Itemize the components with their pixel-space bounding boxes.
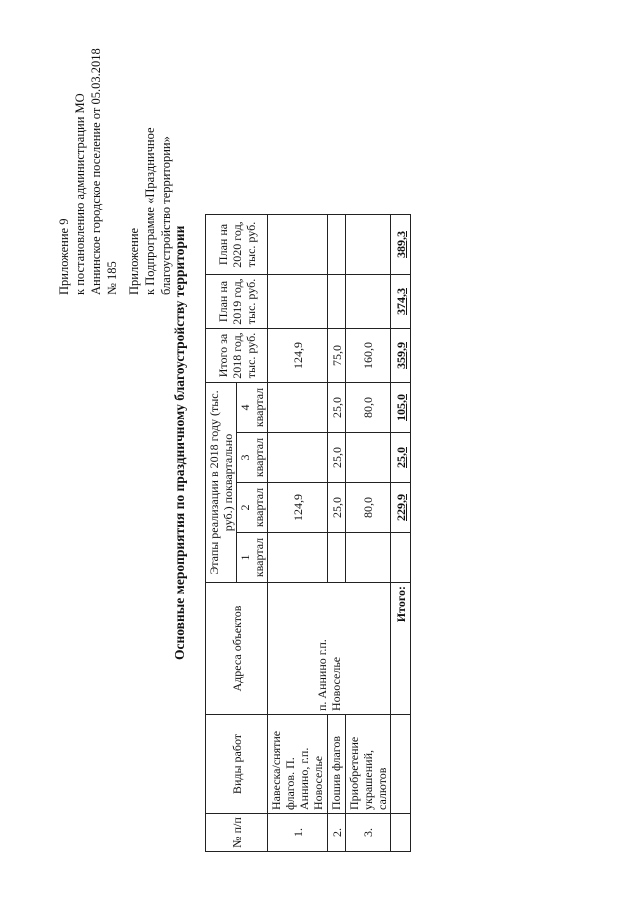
col-plan2019-header: План на 2019 год, тыс. руб.: [206, 275, 268, 329]
table-row: [346, 215, 391, 852]
document-page: [50, 0, 480, 880]
program-line: к Подпрограмме «Праздничное: [143, 127, 157, 295]
total-q4: 105,0: [391, 383, 411, 433]
cell-work: Приобретение украшений, салютов: [346, 715, 391, 814]
cell-address: п. Аннино г.п. Новоселье: [268, 583, 391, 715]
cell-total: 160,0: [346, 329, 391, 383]
cell-q4: 80,0: [346, 383, 391, 433]
cell-q2: 80,0: [346, 483, 391, 533]
table-header-row: [206, 215, 237, 852]
total-plan2020: 389,3: [391, 215, 411, 275]
col-q1-header: 1 квартал: [237, 533, 268, 583]
col-stages-header: Этапы реализации в 2018 году (тыс. руб.) поквартально: [206, 383, 237, 583]
cell-work: Навеска/снятие флагов. П. Аннино, г.п. Новоселье: [268, 715, 328, 814]
cell-q1: [346, 533, 391, 583]
cell-q2: 124,9: [268, 483, 328, 533]
cell-plan2020: [268, 215, 328, 275]
col-plan2020-header: План на 2020 год, тыс. руб.: [206, 215, 268, 275]
col-num-header: № п/п: [206, 814, 268, 852]
cell-empty: [391, 715, 411, 814]
cell-q3: 25,0: [328, 433, 346, 483]
cell-total: 124,9: [268, 329, 328, 383]
total-plan2019: 374,3: [391, 275, 411, 329]
cell-plan2020: [328, 215, 346, 275]
table-total-row: [391, 215, 411, 852]
total-2018: 359,9: [391, 329, 411, 383]
cell-num: 2.: [328, 814, 346, 852]
appendix-line: № 185: [105, 261, 119, 295]
table-row: [268, 215, 328, 852]
col-work-header: Виды работ: [206, 715, 268, 814]
page-title: Основные мероприятия по праздничному благоустройству территории: [172, 225, 187, 660]
cell-total: 75,0: [328, 329, 346, 383]
cell-q3: [268, 433, 328, 483]
cell-num: 1.: [268, 814, 328, 852]
cell-q3: [346, 433, 391, 483]
cell-q1: [268, 533, 328, 583]
col-q4-header: 4 квартал: [237, 383, 268, 433]
cell-work: Пошив флагов: [328, 715, 346, 814]
program-line: благоустройство территории»: [159, 136, 173, 295]
cell-empty: [391, 814, 411, 852]
col-q3-header: 3 квартал: [237, 433, 268, 483]
appendix-line: Аннинское городское поселение от 05.03.2018: [89, 48, 103, 295]
total-q3: 25,0: [391, 433, 411, 483]
cell-q2: 25,0: [328, 483, 346, 533]
appendix-line: к постановлению администрации МО: [73, 93, 87, 295]
cell-plan2019: [268, 275, 328, 329]
cell-q4: [268, 383, 328, 433]
total-q1: [391, 533, 411, 583]
cell-plan2020: [346, 215, 391, 275]
col-address-header: Адреса объектов: [206, 583, 268, 715]
cell-q1: [328, 533, 346, 583]
appendix-header: [56, 48, 120, 295]
cell-plan2019: [346, 275, 391, 329]
total-label: Итого:: [391, 583, 411, 715]
col-q2-header: 2 квартал: [237, 483, 268, 533]
cell-q4: 25,0: [328, 383, 346, 433]
program-header: [126, 127, 174, 295]
appendix-line: Приложение 9: [57, 218, 71, 295]
program-line: Приложение: [127, 227, 141, 295]
total-q2: 229,9: [391, 483, 411, 533]
table-row: [328, 215, 346, 852]
activities-table: [205, 214, 411, 852]
cell-plan2019: [328, 275, 346, 329]
cell-num: 3.: [346, 814, 391, 852]
col-total-header: Итого за 2018 год, тыс. руб.: [206, 329, 268, 383]
